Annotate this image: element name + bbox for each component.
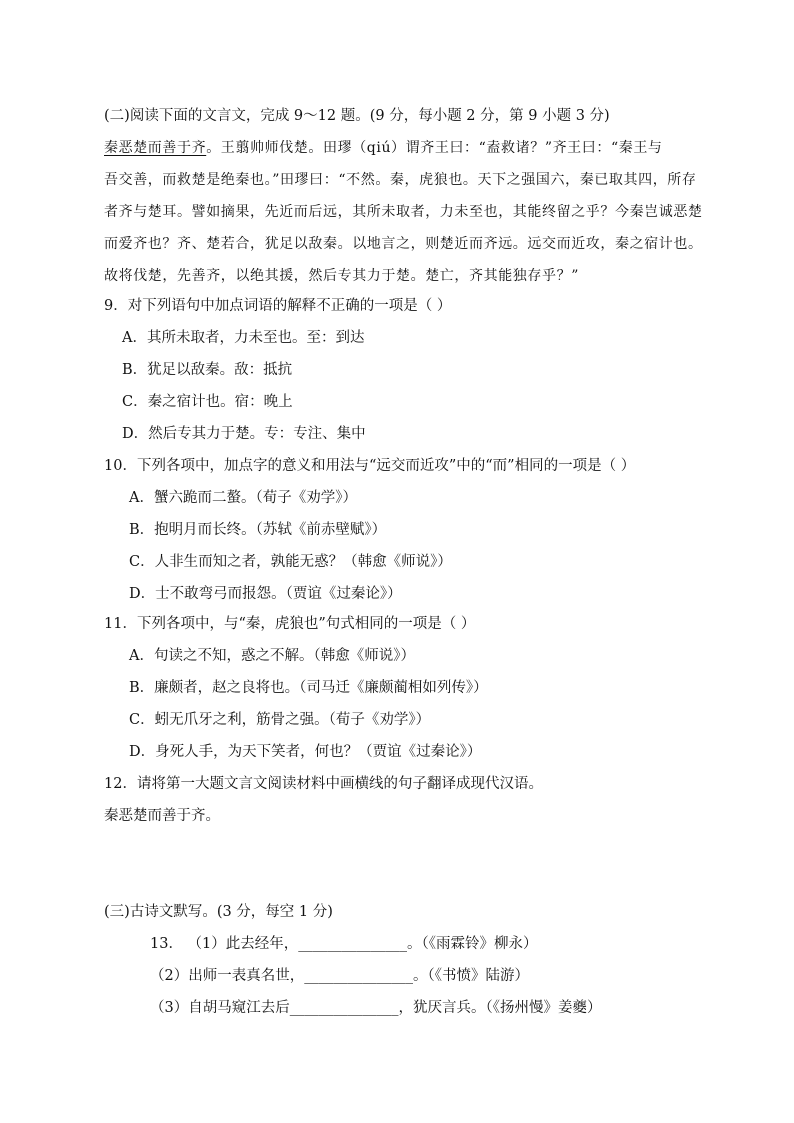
question-11-option-d: D．身死人手，为天下笑者，何也？（贾谊《过秦论》） <box>129 744 482 760</box>
question-12-sentence: 秦恶楚而善于齐。 <box>104 808 220 824</box>
section-3-heading: (三)古诗文默写。(3 分，每空 1 分) <box>104 904 333 920</box>
passage-line-2: 吾交善，而救楚是绝秦也。”田璆曰：“不然。秦，虎狼也。天下之强国六，秦已取其四，所存 <box>104 172 697 188</box>
question-11-option-b: B．廉颇者，赵之良将也。（司马迁《廉颇蔺相如列传》） <box>129 680 488 696</box>
question-11-option-c: C．蚓无爪牙之利，筋骨之强。（荀子《劝学》） <box>129 712 431 728</box>
question-11-stem: 11．下列各项中，与“秦，虎狼也”句式相同的一项是（ ） <box>104 616 476 632</box>
passage-line-1-rest: 。王翦帅师伐楚。田璆（qiú）谓齐王曰：“盍救诸？”齐王曰：“秦王与 <box>206 140 663 156</box>
question-9-option-d: D．然后专其力于楚。专：专注、集中 <box>122 426 366 442</box>
question-11-option-a: A．句读之不知，惑之不解。（韩愈《师说》） <box>129 648 415 664</box>
question-13-item-2: （2）出师一表真名世，_______________。（《书愤》陆游） <box>150 968 529 984</box>
passage-line-4: 而爱齐也？齐、楚若合，犹足以敌秦。以地言之，则楚近而齐远。远交而近攻，秦之宿计也。 <box>104 236 703 252</box>
passage-line-5: 故将伐楚，先善齐，以绝其援，然后专其力于楚。楚亡，齐其能独存乎？” <box>104 268 579 284</box>
question-9-option-b: B．犹足以敌秦。敌：抵抗 <box>122 362 293 378</box>
question-9-option-c: C．秦之宿计也。宿：晚上 <box>122 394 293 410</box>
underlined-sentence: 秦恶楚而善于齐 <box>104 140 207 156</box>
passage-line-3: 者齐与楚耳。譬如摘果，先近而后远，其所未取者，力未至也，其能终留之乎？今秦岂诚恶楚 <box>104 204 703 220</box>
question-10-option-c: C．人非生而知之者，孰能无惑？（韩愈《师说》） <box>129 554 452 570</box>
question-13-item-1: 13． （1）此去经年，_______________。（《雨霖铃》柳永） <box>150 936 538 952</box>
section-2-heading: (二)阅读下面的文言文，完成 9～12 题。(9 分，每小题 2 分，第 9 小题 3 分) <box>104 108 610 124</box>
question-10-option-d: D．士不敢弯弓而报怨。（贾谊《过秦论》） <box>129 586 402 602</box>
passage-line-1 <box>104 138 663 158</box>
question-9-stem: 9．对下列语句中加点词语的解释不正确的一项是（ ） <box>104 298 452 314</box>
question-13-item-3: （3）自胡马窥江去后_______________，犹厌言兵。（《扬州慢》姜夔） <box>150 1000 602 1016</box>
question-10-option-a: A．蟹六跪而二螯。（荀子《劝学》） <box>129 490 357 506</box>
question-10-stem: 10．下列各项中，加点字的意义和用法与“远交而近攻”中的“而”相同的一项是（ ） <box>104 458 636 474</box>
question-12-stem: 12．请将第一大题文言文阅读材料中画横线的句子翻译成现代汉语。 <box>104 776 543 792</box>
question-9-option-a: A．其所未取者，力未至也。至：到达 <box>122 330 365 346</box>
question-10-option-b: B．抱明月而长终。（苏轼《前赤壁赋》） <box>129 522 387 538</box>
